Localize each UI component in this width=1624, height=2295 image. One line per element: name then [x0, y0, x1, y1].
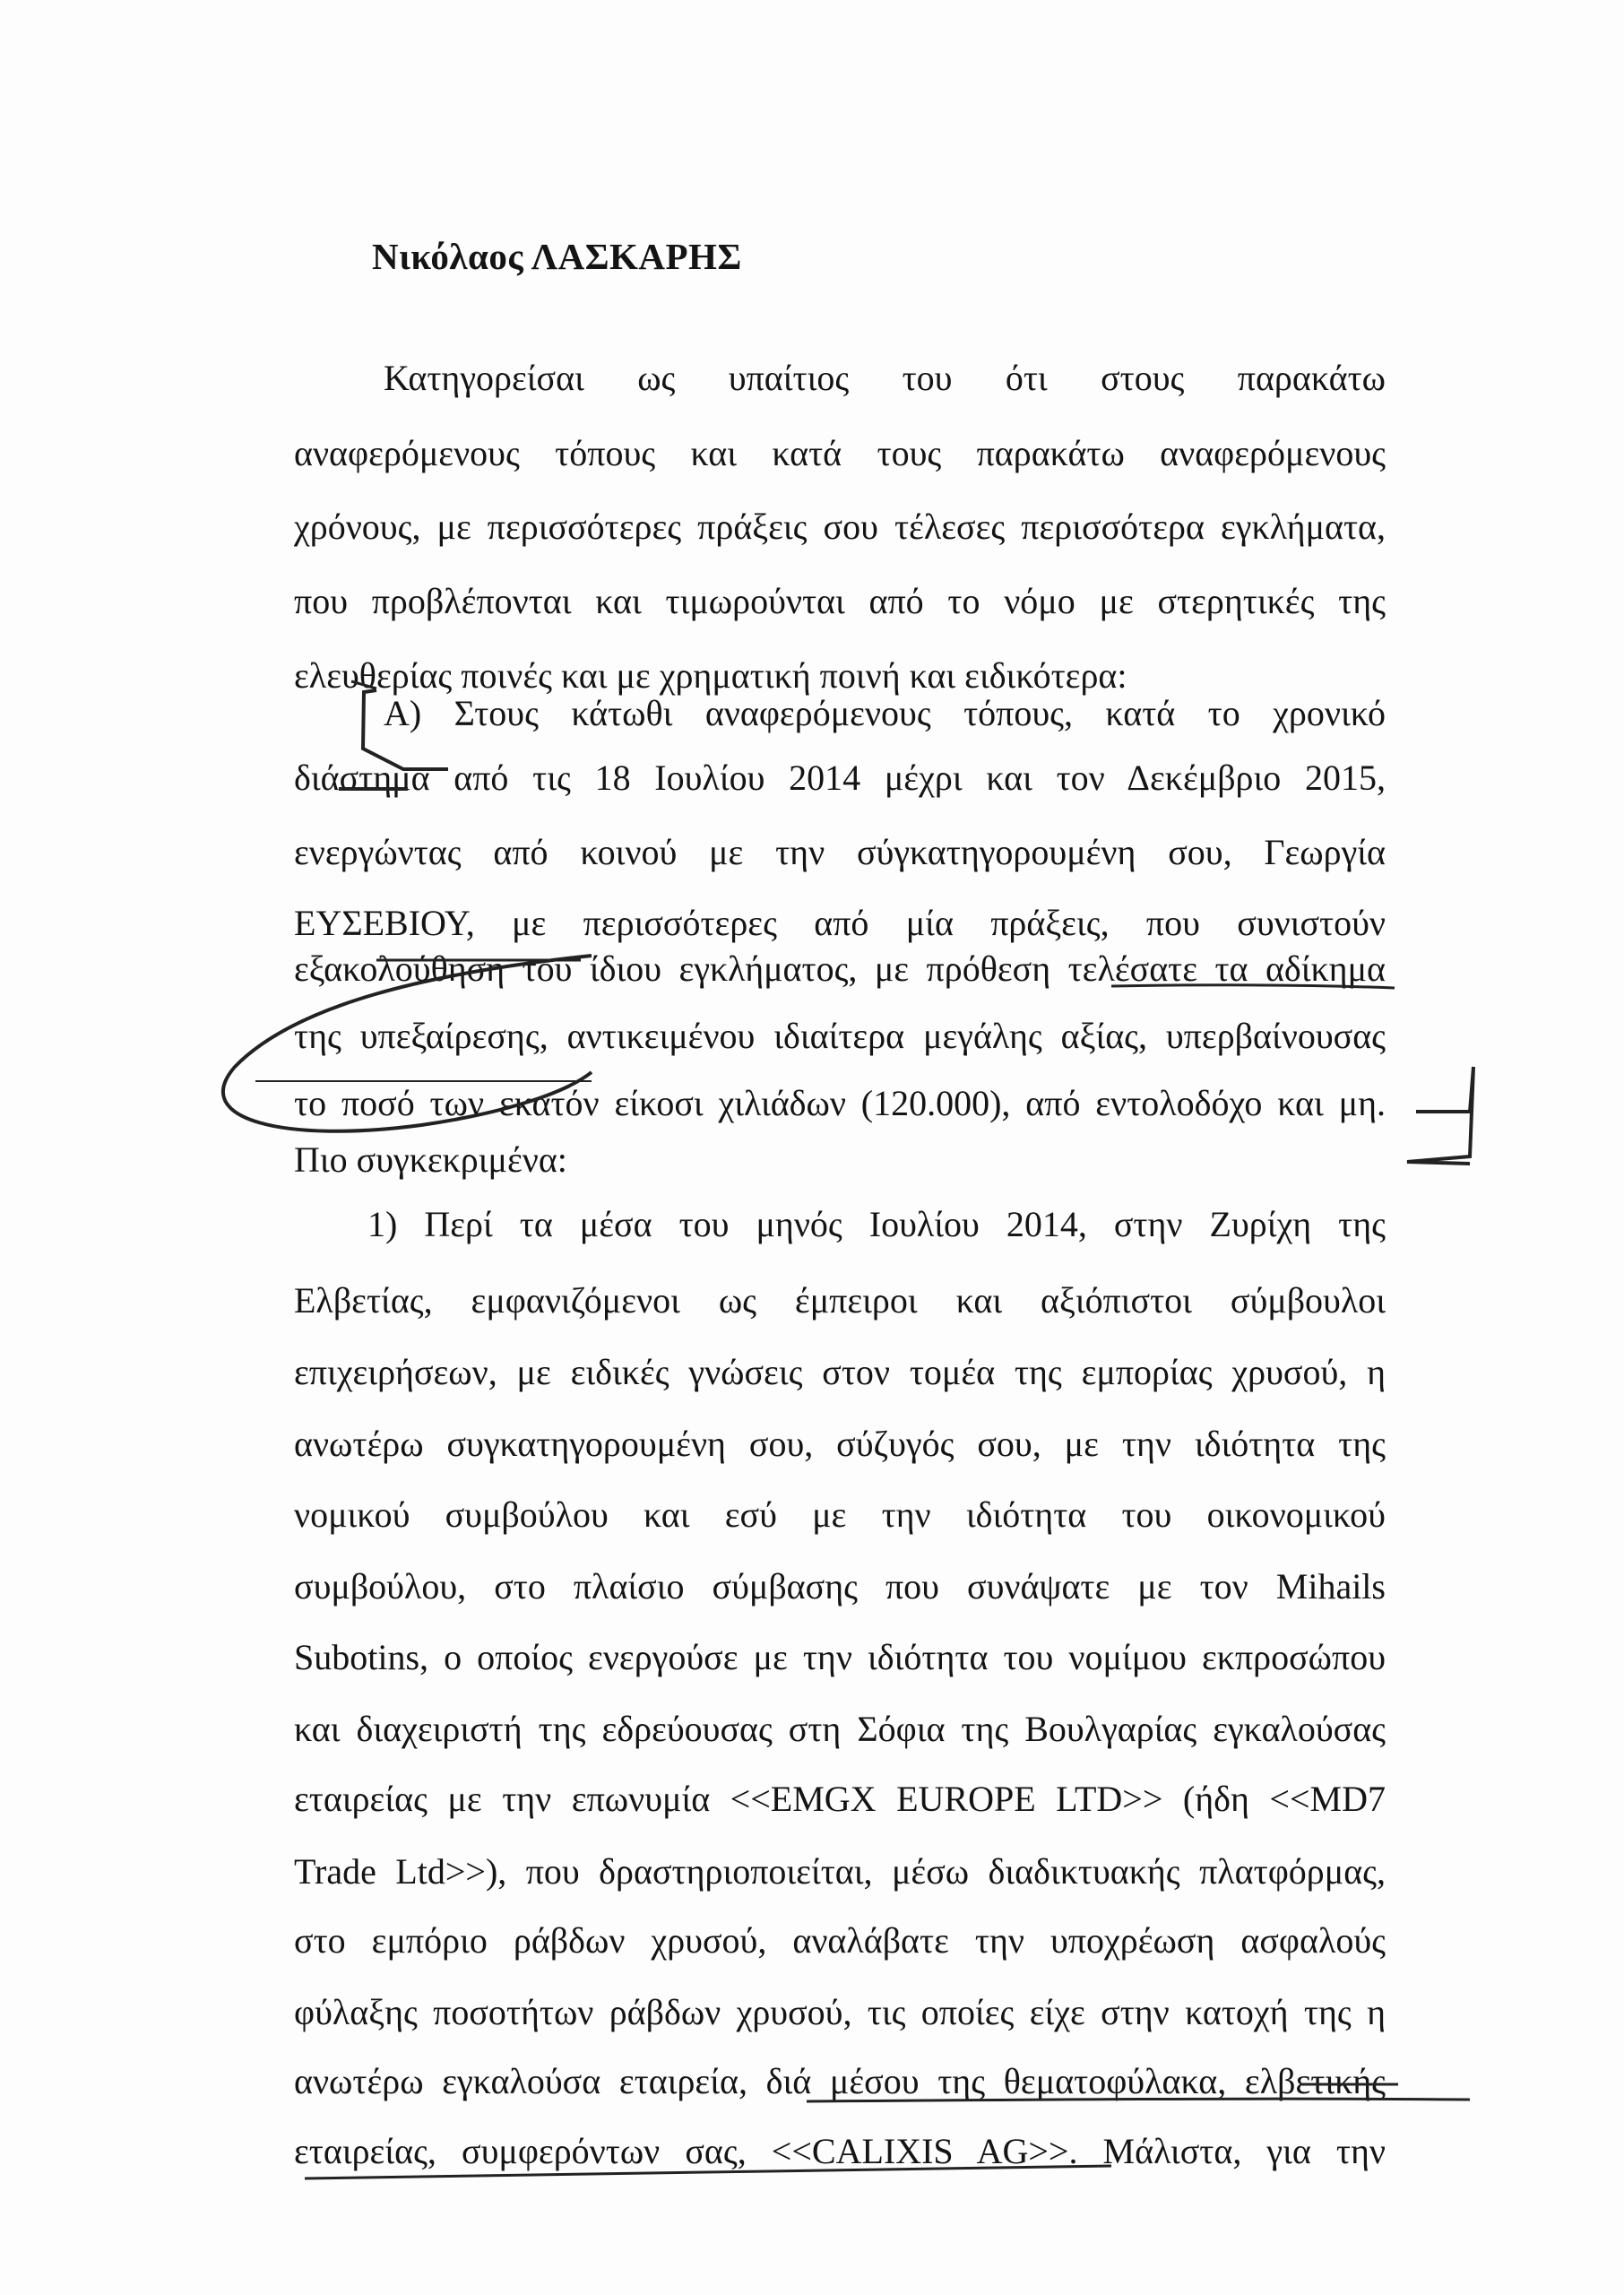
text-line: Trade Ltd>>), που δραστηριοποιείται, μέσω διαδικτυακής πλατφόρμας,: [294, 1851, 1386, 1892]
text-line: επιχειρήσεων, με ειδικές γνώσεις στον τομέα της εμπορίας χρυσού, η: [294, 1352, 1386, 1392]
text-line: συμβούλου, στο πλαίσιο σύμβασης που συνάψατε με τον Mihails: [294, 1566, 1386, 1606]
text-line: εταιρείας, συμφερόντων σας, <<CALIXIS AG>>. Μάλιστα, για την: [294, 2131, 1386, 2171]
text-line: ελευθερίας ποινές και με χρηματική ποινή και ειδικότερα:: [294, 655, 1127, 696]
text-line: ΕΥΣΕΒΙΟΥ, με περισσότερες από μία πράξεις, που συνιστούν: [294, 903, 1386, 943]
text-line: Πιο συγκεκριμένα:: [294, 1139, 567, 1180]
text-line: που προβλέπονται και τιμωρούνται από το νόμο με στερητικές της: [294, 581, 1386, 621]
text-line: ενεργώντας από κοινού με την σύγκατηγορουμένη σου, Γεωργία: [294, 832, 1386, 872]
text-line: Ελβετίας, εμφανιζόμενοι ως έμπειροι και αξιόπιστοι σύμβουλοι: [294, 1280, 1386, 1321]
text-line: στο εμπόριο ράβδων χρυσού, αναλάβατε την υποχρέωση ασφαλούς: [294, 1920, 1386, 1961]
text-line: Κατηγορείσαι ως υπαίτιος του ότι στους παρακάτω: [384, 358, 1386, 398]
text-line: και διαχειριστή της εδρεύουσας στη Σόφια της Βουλγαρίας εγκαλούσας: [294, 1709, 1386, 1749]
text-line: Α) Στους κάτωθι αναφερόμενους τόπους, κατά το χρονικό: [384, 693, 1386, 733]
text-line: εξακολούθηση του ίδιου εγκλήματος, με πρόθεση τελέσατε τα αδίκημα: [294, 948, 1386, 989]
text-line: το ποσό των εκατόν είκοσι χιλιάδων (120.000), από εντολοδόχο και μη.: [294, 1083, 1386, 1123]
text-line: νομικού συμβούλου και εσύ με την ιδιότητα του οικονομικού: [294, 1494, 1386, 1535]
text-line: ανωτέρω εγκαλούσα εταιρεία, διά μέσου της θεματοφύλακα, ελβετικής: [294, 2061, 1386, 2101]
bracket-mark: [1407, 1067, 1473, 1164]
text-line: εταιρείας με την επωνυμία <<EMGX EUROPE LTD>> (ήδη <<MD7: [294, 1779, 1386, 1819]
text-line: 1) Περί τα μέσα του μηνός Ιουλίου 2014, στην Ζυρίχη της: [367, 1204, 1386, 1244]
text-line: της υπεξαίρεσης, αντικειμένου ιδιαίτερα μεγάλης αξίας, υπερβαίνουσας: [294, 1016, 1386, 1056]
text-line: ανωτέρω συγκατηγορουμένη σου, σύζυγός σου, με την ιδιότητα της: [294, 1424, 1386, 1464]
text-line: φύλαξης ποσοτήτων ράβδων χρυσού, τις οποίες είχε στην κατοχή της η: [294, 1992, 1386, 2032]
text-line: χρόνους, με περισσότερες πράξεις σου τέλεσες περισσότερα εγκλήματα,: [294, 507, 1386, 547]
text-line: αναφερόμενους τόπους και κατά τους παρακάτω αναφερόμενους: [294, 433, 1386, 473]
text-line: Subotins, ο οποίος ενεργούσε με την ιδιότητα του νομίμου εκπροσώπου: [294, 1637, 1386, 1677]
document-title: Νικόλαος ΛΑΣΚΑΡΗΣ: [372, 236, 742, 277]
text-line: διάστημα από τις 18 Ιουλίου 2014 μέχρι και τον Δεκέμβριο 2015,: [294, 758, 1386, 798]
